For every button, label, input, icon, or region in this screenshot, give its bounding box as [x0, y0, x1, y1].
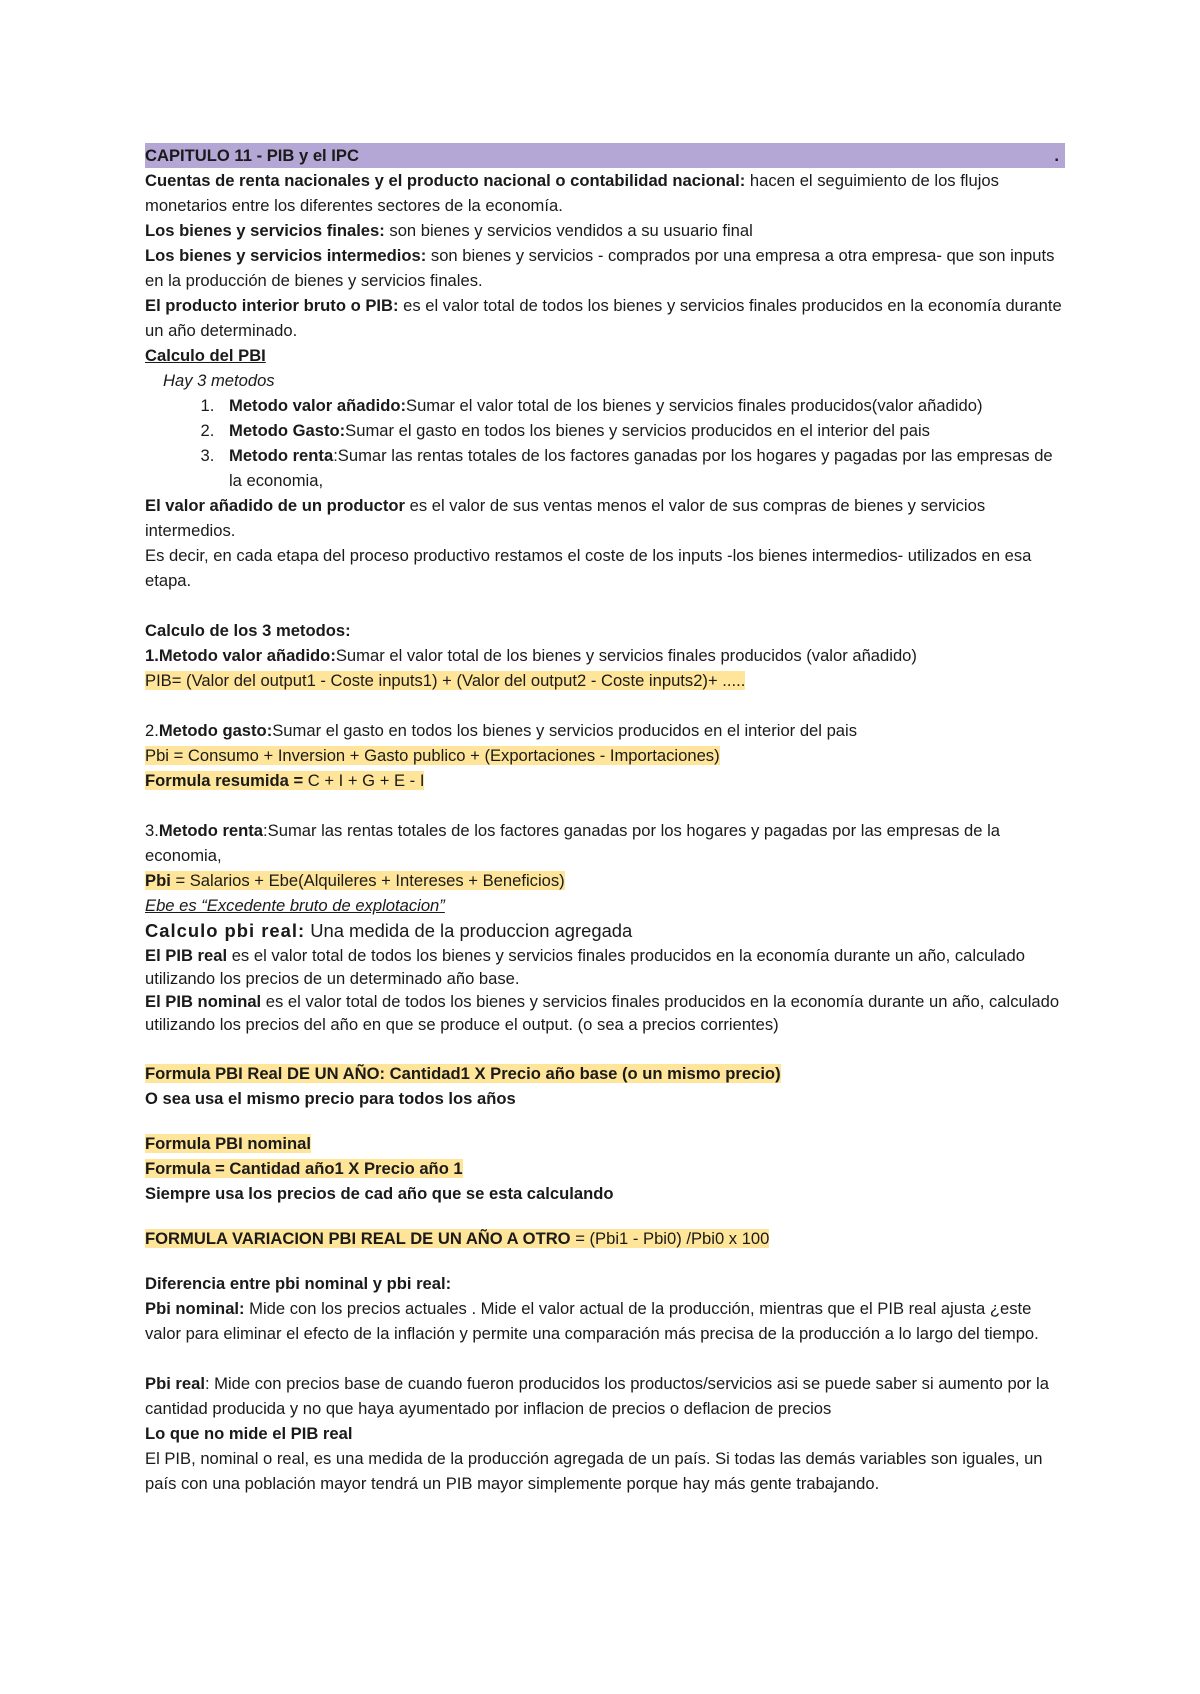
term: El valor añadido de un productor	[145, 496, 405, 515]
spacer	[145, 593, 1065, 618]
definition-text: es el valor total de todos los bienes y servicios finales producidos en la economía durante un año, calculado utilizando los precios del año en que se produce el output. (o sea a precios corrientes)	[145, 992, 1060, 1034]
method2-number: 2.	[145, 721, 159, 740]
definition-text: son bienes y servicios - comprados por una empresa a otra empresa- que son inputs en la producción de bienes y servicios finales.	[145, 246, 1055, 290]
definition-text: son bienes y servicios vendidos a su usuario final	[384, 221, 753, 240]
chapter-heading	[145, 143, 1065, 168]
method1-name: Metodo valor añadido:	[158, 646, 336, 665]
method1-number: 1.	[145, 646, 159, 665]
list-item	[219, 443, 1065, 493]
hay-metodos-label: Hay 3 metodos	[163, 371, 275, 390]
method-name: Metodo valor añadido:	[229, 396, 407, 415]
diferencia-nominal-paragraph	[145, 1296, 1065, 1346]
ebe-note: Ebe es “Excedente bruto de explotacion”	[145, 896, 445, 915]
methods-list	[145, 393, 1065, 493]
no-mide-heading: Lo que no mide el PIB real	[145, 1424, 353, 1443]
term: El PIB real	[145, 946, 228, 965]
method3-formula: = Salarios + Ebe(Alquileres + Intereses + Beneficios)	[170, 871, 565, 890]
formula-nominal-note: Siempre usa los precios de cad año que se esta calculando	[145, 1184, 614, 1203]
term: Pbi nominal:	[145, 1299, 245, 1318]
method2-name: Metodo gasto:	[158, 721, 273, 740]
diferencia-heading: Diferencia entre pbi nominal y pbi real:	[145, 1274, 452, 1293]
method2-formula-line	[145, 743, 1065, 768]
spacer	[145, 793, 1065, 818]
method3-line	[145, 818, 1065, 868]
document-body	[145, 143, 1065, 1496]
spacer	[145, 1206, 1065, 1226]
formula-pbi-real: Formula PBI Real DE UN AÑO: Cantidad1 X Precio año base (o un mismo precio)	[145, 1064, 781, 1083]
spacer	[145, 1346, 1065, 1371]
definition-bienes-finales	[145, 218, 1065, 243]
method1-formula-line	[145, 668, 1065, 693]
list-item	[219, 418, 1065, 443]
formula-nominal-title-line	[145, 1131, 1065, 1156]
method2-resumida-line	[145, 768, 1065, 793]
method3-text: :Sumar las rentas totales de los factores ganadas por los hogares y pagadas por las empresas de la economia,	[145, 821, 1001, 865]
valor-anadido-paragraph	[145, 493, 1065, 543]
term: Los bienes y servicios intermedios:	[145, 246, 427, 265]
method3-formula-line	[145, 868, 1065, 893]
method-text: Sumar el valor total de los bienes y servicios finales producidos(valor añadido)	[406, 396, 983, 415]
term: Pbi real	[145, 1374, 205, 1393]
method1-formula: PIB= (Valor del output1 - Coste inputs1) + (Valor del output2 - Coste inputs2)+ .....	[145, 671, 746, 690]
method-name: Metodo Gasto:	[229, 421, 346, 440]
pib-real-paragraph	[145, 944, 1065, 990]
method-text: Sumar el gasto en todos los bienes y servicios producidos en el interior del pais	[345, 421, 930, 440]
method2-line	[145, 718, 1065, 743]
definition-pib	[145, 293, 1065, 343]
term: Los bienes y servicios finales:	[145, 221, 385, 240]
spacer	[145, 693, 1065, 718]
formula-nominal-line	[145, 1156, 1065, 1181]
method2-text: Sumar el gasto en todos los bienes y servicios producidos en el interior del pais	[272, 721, 858, 740]
method2-formula: Pbi = Consumo + Inversion + Gasto publico + (Exportaciones - Importaciones)	[145, 746, 720, 765]
formula-variacion-line	[145, 1226, 1065, 1251]
definition-text: es el valor de sus ventas menos el valor de sus compras de bienes y servicios intermedios.	[145, 496, 986, 540]
definition-text: Mide con los precios actuales . Mide el valor actual de la producción, mientras que el PIB real ajusta ¿este valor para eliminar el efecto de la inflación y permite una comparación más precisa de la producción a lo largo del tiempo.	[145, 1299, 1039, 1343]
spacer	[145, 1251, 1065, 1271]
method-name: Metodo renta	[229, 446, 334, 465]
definition-text: es el valor total de todos los bienes y servicios finales producidos en la economía durante un año determinado.	[145, 296, 1062, 340]
definition-bienes-intermedios	[145, 243, 1065, 293]
term: El producto interior bruto o PIB:	[145, 296, 399, 315]
pbi-real-heading-bold: Calculo pbi real:	[145, 920, 306, 941]
term: El PIB nominal	[145, 992, 262, 1011]
pib-nominal-paragraph	[145, 990, 1065, 1036]
method-text: :Sumar las rentas totales de los factores ganadas por los hogares y pagadas por las empresas de la economia,	[229, 446, 1053, 490]
list-item	[219, 393, 1065, 418]
method3-number: 3.	[145, 821, 159, 840]
resumida-label: Formula resumida =	[145, 771, 304, 790]
calculo-3-metodos-heading: Calculo de los 3 metodos:	[145, 621, 351, 640]
chapter-heading-text: CAPITULO 11 - PIB y el IPC	[145, 146, 359, 165]
pbi-real-heading-text: Una medida de la produccion agregada	[305, 920, 633, 941]
definition-cuentas-renta	[145, 168, 1065, 218]
method3-name: Metodo renta	[158, 821, 264, 840]
method1-text: Sumar el valor total de los bienes y servicios finales producidos (valor añadido)	[335, 646, 917, 665]
formula-pbi-real-line	[145, 1061, 1065, 1086]
resumida-formula: C + I + G + E - I	[303, 771, 425, 790]
formula-variacion-expression: = (Pbi1 - Pbi0) /Pbi0 x 100	[570, 1229, 770, 1248]
es-decir-paragraph: Es decir, en cada etapa del proceso productivo restamos el coste de los inputs -los bienes intermedios- utilizados en esa etapa.	[145, 546, 1032, 590]
diferencia-real-paragraph	[145, 1371, 1065, 1421]
spacer	[145, 1036, 1065, 1061]
calculo-pbi-heading: Calculo del PBI	[145, 346, 266, 365]
definition-text: hacen el seguimiento de los flujos monetarios entre los diferentes sectores de la economía.	[145, 171, 999, 215]
definition-text: es el valor total de todos los bienes y servicios finales producidos en la economía durante un año, calculado utilizando los precios de un determinado año base.	[145, 946, 1025, 988]
method3-formula-label: Pbi	[145, 871, 171, 890]
pbi-real-heading	[145, 918, 1065, 944]
chapter-heading-dot: .	[1054, 146, 1059, 165]
method1-line	[145, 643, 1065, 668]
formula-nominal-title: Formula PBI nominal	[145, 1134, 311, 1153]
formula-variacion-label: FORMULA VARIACION PBI REAL DE UN AÑO A OTRO	[145, 1229, 571, 1248]
formula-nominal: Formula = Cantidad año1 X Precio año 1	[145, 1159, 463, 1178]
spacer	[145, 1111, 1065, 1131]
definition-text: : Mide con precios base de cuando fueron producidos los productos/servicios asi se puede saber si aumento por la cantidad producida y no que haya ayumentado por inflacion de precios o deflacion de precios	[145, 1374, 1049, 1418]
no-mide-paragraph: El PIB, nominal o real, es una medida de la producción agregada de un país. Si todas las demás variables son iguales, un país con una población mayor tendrá un PIB mayor simplemente porque hay más gente trabajando.	[145, 1449, 1043, 1493]
term: Cuentas de renta nacionales y el producto nacional o contabilidad nacional:	[145, 171, 746, 190]
formula-pbi-real-note: O sea usa el mismo precio para todos los años	[145, 1089, 516, 1108]
